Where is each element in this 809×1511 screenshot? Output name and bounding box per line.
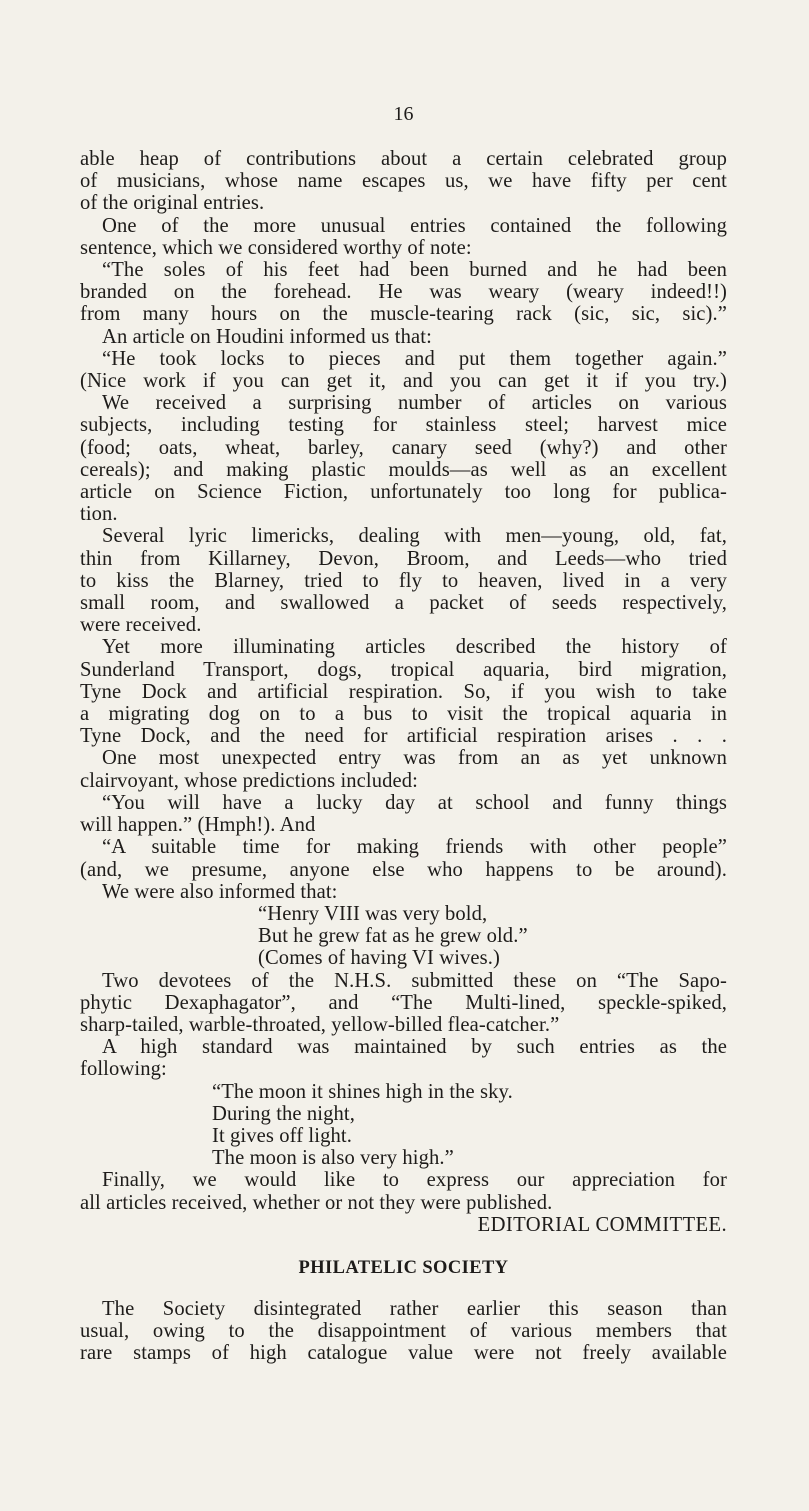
text-line: We received a surprising number of articles on various (102, 392, 727, 415)
text-line: (food; oats, wheat, barley, canary seed (why?) and other (80, 436, 727, 459)
section-heading: PHILATELIC SOCIETY (298, 1257, 509, 1278)
text-line: (Comes of having VI wives.) (258, 947, 500, 970)
text-line: subjects, including testing for stainless steel; harvest mice (80, 414, 727, 437)
text-line: (Nice work if you can get it, and you can get it if you try.) (80, 370, 727, 393)
signature: EDITORIAL COMMITTEE. (477, 1213, 727, 1236)
text-line: sentence, which we considered worthy of note: (80, 236, 472, 259)
philatelic-society-text (80, 1298, 727, 1365)
text-line: It gives off light. (212, 1124, 352, 1147)
text-line: One of the more unusual entries contained the following (102, 214, 727, 237)
text-line: rare stamps of high catalogue value were not freely available (80, 1342, 727, 1365)
text-line: Tyne Dock and artificial respiration. So, if you wish to take (80, 680, 727, 703)
text-line: usual, owing to the disappointment of various members that (80, 1320, 727, 1343)
text-line: Two devotees of the N.H.S. submitted these on “The Sapo- (102, 969, 727, 992)
text-line: One most unexpected entry was from an as yet unknown (102, 747, 727, 770)
text-line: During the night, (212, 1102, 355, 1125)
text-line: clairvoyant, whose predictions included: (80, 769, 418, 792)
text-line: were received. (80, 614, 202, 637)
text-line: “He took locks to pieces and put them together again.” (102, 347, 727, 370)
text-line: Yet more illuminating articles described the history of (102, 636, 727, 659)
text-line: tion. (80, 503, 118, 526)
text-line: Several lyric limericks, dealing with men—young, old, fat, (102, 525, 727, 548)
text-line: “Henry VIII was very bold, (258, 902, 488, 925)
text-line: But he grew fat as he grew old.” (258, 925, 528, 948)
editorial-text (80, 148, 727, 1214)
text-line: phytic Dexaphagator”, and “The Multi-lined, speckle-spiked, (80, 991, 727, 1014)
text-line: We were also informed that: (102, 880, 338, 903)
text-line: Tyne Dock, and the need for artificial respiration arises . . . (80, 725, 727, 748)
text-line: all articles received, whether or not they were published. (80, 1191, 553, 1214)
text-line: small room, and swallowed a packet of seeds respectively, (80, 592, 727, 615)
text-line: Finally, we would like to express our appreciation for (102, 1169, 727, 1192)
text-line: An article on Houdini informed us that: (102, 325, 432, 348)
text-line: article on Science Fiction, unfortunately too long for publica- (80, 481, 727, 504)
text-line: “The moon it shines high in the sky. (212, 1080, 513, 1103)
text-line: of musicians, whose name escapes us, we have fifty per cent (80, 170, 727, 193)
text-line: “The soles of his feet had been burned and he had been (102, 259, 727, 282)
page-number: 16 (393, 103, 414, 125)
text-line: cereals); and making plastic moulds—as well as an excellent (80, 458, 727, 481)
text-line: “A suitable time for making friends with other people” (102, 836, 727, 859)
text-line: The Society disintegrated rather earlier this season than (102, 1297, 727, 1320)
text-line: will happen.” (Hmph!). And (80, 814, 316, 837)
text-line: “You will have a lucky day at school and funny things (102, 791, 727, 814)
text-line: from many hours on the muscle-tearing rack (sic, sic, sic).” (80, 303, 727, 326)
text-line: to kiss the Blarney, tried to fly to heaven, lived in a very (80, 569, 727, 592)
text-line: A high standard was maintained by such entries as the (102, 1036, 727, 1059)
text-line: of the original entries. (80, 192, 265, 215)
text-line: (and, we presume, anyone else who happens to be around). (80, 858, 727, 881)
text-line: a migrating dog on to a bus to visit the tropical aquaria in (80, 703, 727, 726)
text-line: branded on the forehead. He was weary (weary indeed!!) (80, 281, 727, 304)
text-line: sharp-tailed, warble-throated, yellow-billed flea-catcher.” (80, 1013, 560, 1036)
text-line: thin from Killarney, Devon, Broom, and Leeds—who tried (80, 547, 727, 570)
text-line: The moon is also very high.” (212, 1147, 454, 1170)
text-line: Sunderland Transport, dogs, tropical aquaria, bird migration, (80, 658, 727, 681)
text-line: able heap of contributions about a certain celebrated group (80, 148, 727, 170)
text-line: following: (80, 1058, 167, 1081)
